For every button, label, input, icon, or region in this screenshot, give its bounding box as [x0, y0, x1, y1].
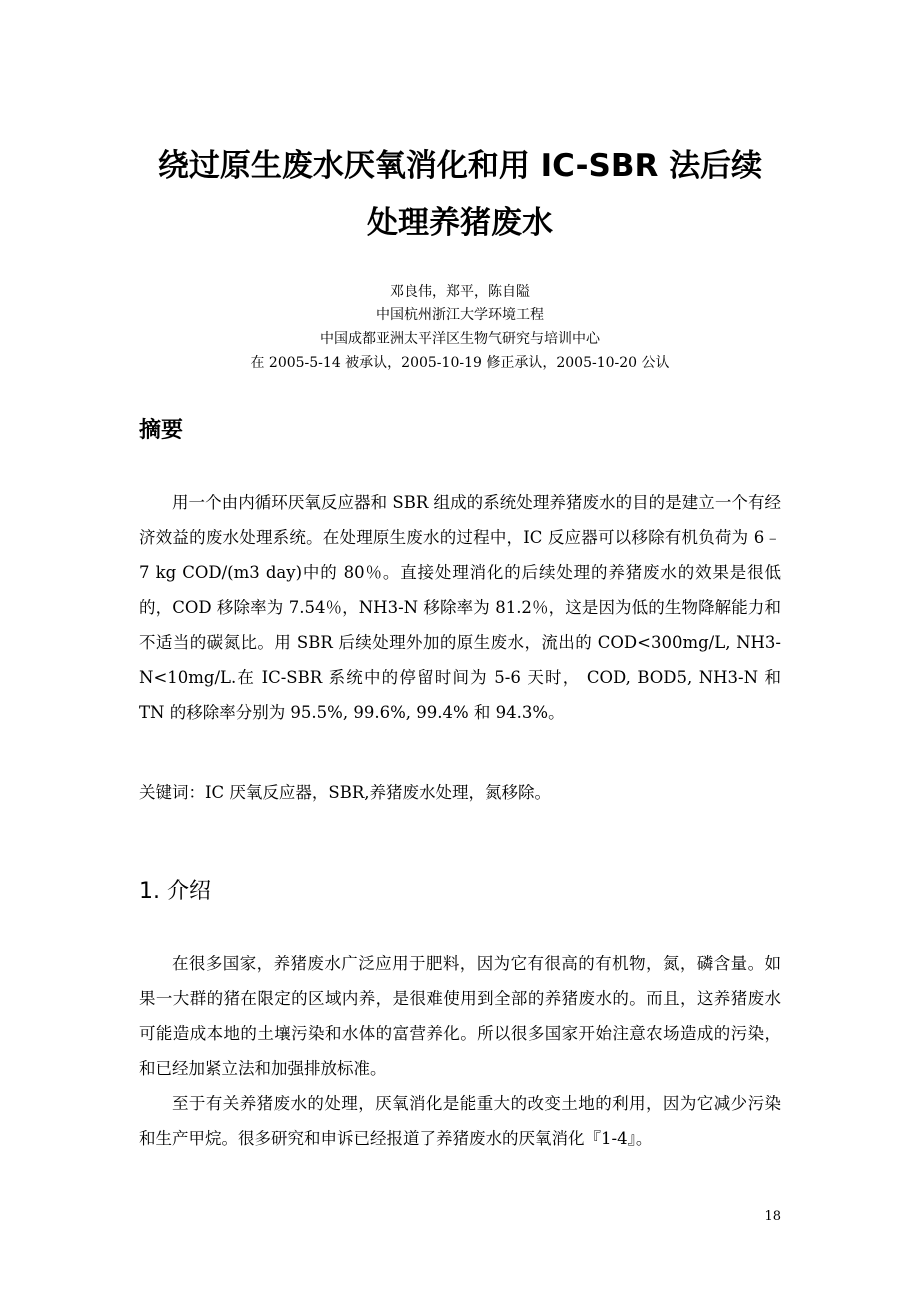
paper-title-line-2: 处理养猪废水	[367, 205, 553, 241]
intro-paragraph-1: 在很多国家，养猪废水广泛应用于肥料，因为它有很高的有机物，氮，磷含量。如果一大群的猪在限定的区域内养，是很难使用到全部的养猪废水的。而且，这养猪废水可能造成本地的土壤污染和水体的富营养化。所以很多国家开始注意农场造成的污染，和已经加紧立法和加强排放标准。	[139, 954, 781, 1078]
affiliation-1: 中国杭州浙江大学环境工程	[376, 307, 544, 323]
page-number: 18	[764, 1209, 781, 1224]
intro-heading: 1. 介绍	[139, 879, 211, 904]
keywords: 关键词：IC 厌氧反应器，SBR,养猪废水处理，氮移除。	[139, 783, 551, 802]
abstract-text: 用一个由内循环厌氧反应器和 SBR 组成的系统处理养猪废水的目的是建立一个有经济效益的废水处理系统。在处理原生废水的过程中，IC 反应器可以移除有机负荷为 6﹣7 kg COD/(m3 day)中的 80％。直接处理消化的后续处理的养猪废水的效果是很低的，COD 移除率为 7.54％，NH3-N 移除率为 81.2％，这是因为低的生物降解能力和不适当的碳氮比。用 SBR 后续处理外加的原生废水，流出的 COD<300mg/L, NH3-N<10mg/L.在 IC-SBR 系统中的停留时间为 5-6 天时， COD, BOD5, NH3-N 和 TN 的移除率分别为 95.5%, 99.6%, 99.4% 和 94.3%。	[139, 493, 781, 722]
submission-dates: 在 2005-5-14 被承认，2005-10-19 修正承认，2005-10-20 公认	[250, 355, 670, 371]
abstract-heading: 摘要	[139, 418, 184, 443]
affiliation-2: 中国成都亚洲太平洋区生物气研究与培训中心	[320, 331, 600, 347]
paper-title-line-1: 绕过原生废水厌氧消化和用 IC-SBR 法后续	[157, 148, 763, 184]
intro-paragraph-2: 至于有关养猪废水的处理，厌氧消化是能重大的改变土地的利用，因为它减少污染和生产甲烷。很多研究和申诉已经报道了养猪废水的厌氧消化『1-4』。	[139, 1094, 781, 1148]
authors: 邓良伟，郑平，陈自隘	[390, 284, 530, 300]
